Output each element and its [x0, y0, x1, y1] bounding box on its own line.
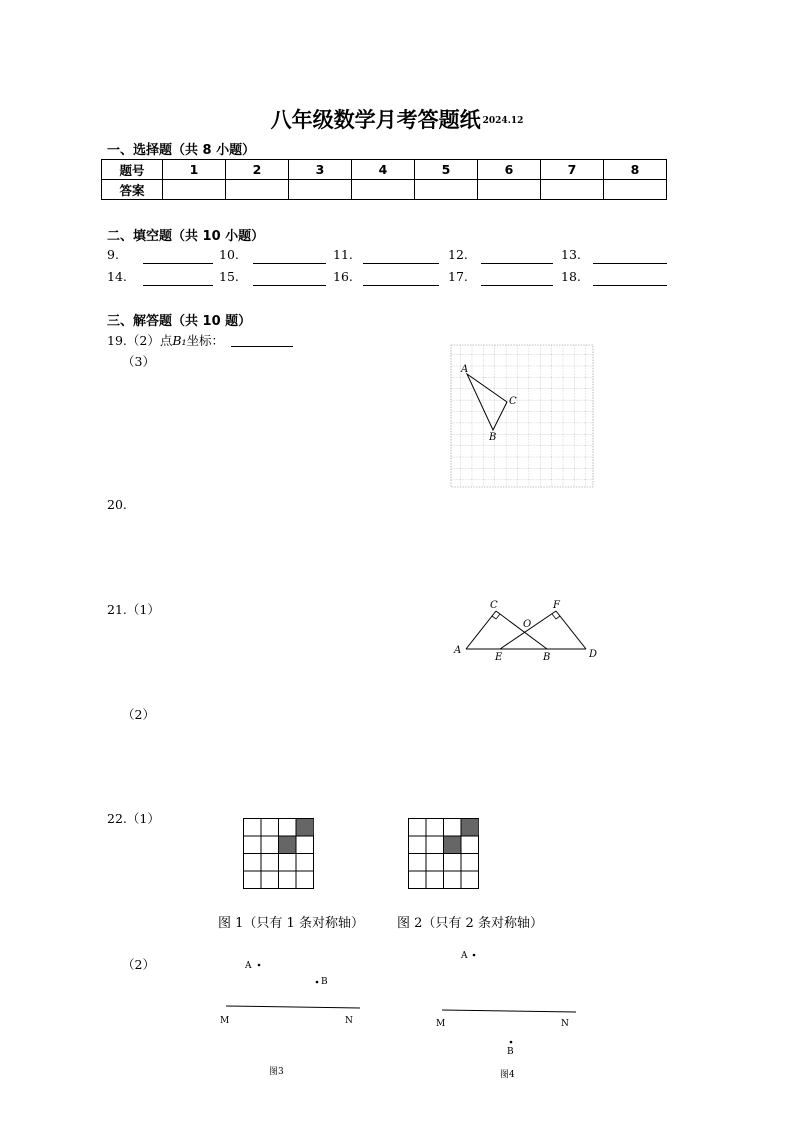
point-c-label: C: [490, 600, 498, 611]
line-ef: [500, 611, 556, 649]
point-a: [258, 964, 261, 967]
point-a: [473, 954, 476, 957]
fill-label-14: 14.: [107, 269, 127, 284]
fig4-caption: 图4: [500, 1070, 515, 1080]
fill-blank-18[interactable]: [593, 285, 667, 286]
fig1-caption: 图 1（只有 1 条对称轴）: [218, 916, 364, 931]
point-c-label: C: [509, 396, 517, 407]
question-number: 8: [604, 160, 667, 180]
point-b-label: B: [321, 977, 328, 987]
fig3-caption: 图3: [269, 1067, 284, 1077]
q21-part1: 21.（1）: [107, 602, 160, 617]
row-header-number: 题号: [102, 160, 163, 180]
q19-coord-label: 坐标：: [186, 333, 225, 348]
section3-heading: 三、解答题（共 10 题）: [107, 314, 252, 329]
point-b: [510, 1041, 513, 1044]
line-cb: [496, 611, 547, 649]
fill-blank-12[interactable]: [481, 263, 553, 264]
q19-part3: （3）: [122, 354, 155, 369]
fill-blank-9[interactable]: [143, 263, 213, 264]
exam-date: 2024.12: [482, 116, 524, 126]
point-a-label: A: [454, 645, 462, 656]
q21-triangles-figure: [450, 596, 610, 666]
answer-cell[interactable]: [289, 180, 352, 200]
q19-coordinate-blank[interactable]: [231, 346, 293, 347]
fill-label-10: 10.: [219, 247, 239, 262]
point-d-label: D: [589, 649, 598, 660]
fig2-caption: 图 2（只有 2 条对称轴）: [397, 916, 543, 931]
fill-label-15: 15.: [219, 269, 239, 284]
fig3-figure: [210, 950, 370, 1080]
section1-heading: 一、选择题（共 8 小题）: [107, 143, 256, 158]
question-number: 6: [478, 160, 541, 180]
fill-blank-10[interactable]: [253, 263, 326, 264]
title-text: 八年级数学月考答题纸: [270, 107, 481, 132]
point-a-label: A: [245, 961, 252, 971]
q20-label: 20.: [107, 497, 127, 512]
fill-label-13: 13.: [561, 247, 581, 262]
answer-cell[interactable]: [163, 180, 226, 200]
point-b-label: B: [507, 1047, 514, 1057]
point-m-label: M: [436, 1019, 446, 1029]
point-e-label: E: [495, 652, 503, 663]
point-n-label: N: [561, 1019, 569, 1029]
fill-blank-17[interactable]: [481, 285, 553, 286]
fill-blank-16[interactable]: [363, 285, 439, 286]
q21-part2: （2）: [122, 707, 155, 722]
answer-cell[interactable]: [352, 180, 415, 200]
question-number: 1: [163, 160, 226, 180]
shaded-square: [444, 837, 462, 855]
line-mn: [226, 1006, 360, 1008]
question-number: 5: [415, 160, 478, 180]
point-b-label: B: [543, 652, 551, 663]
line-ac: [466, 611, 496, 649]
fill-blank-15[interactable]: [253, 285, 326, 286]
fill-blank-13[interactable]: [593, 263, 667, 264]
q19-point-b1: B₁: [172, 333, 187, 348]
fill-label-16: 16.: [333, 269, 353, 284]
line-fd: [556, 611, 586, 649]
question-number: 2: [226, 160, 289, 180]
point-f-label: F: [553, 600, 560, 611]
point-n-label: N: [345, 1016, 353, 1026]
q19-part2-label: 19.（2）点: [107, 333, 173, 348]
page-title: [0, 104, 794, 134]
fill-blank-11[interactable]: [363, 263, 439, 264]
fig4-figure: [430, 940, 590, 1080]
q22-part2: （2）: [122, 957, 155, 972]
row-header-answer: 答案: [102, 180, 163, 200]
point-a-label: A: [461, 951, 468, 961]
answer-cell[interactable]: [604, 180, 667, 200]
choice-answer-table: [101, 159, 667, 200]
question-number: 4: [352, 160, 415, 180]
shaded-square: [279, 837, 297, 855]
shaded-square: [296, 819, 314, 837]
point-o-label: O: [523, 619, 532, 630]
table-row: [102, 160, 667, 180]
line-mn: [442, 1010, 576, 1012]
answer-cell[interactable]: [415, 180, 478, 200]
fill-label-9: 9.: [107, 247, 119, 262]
point-a-label: A: [461, 364, 469, 375]
grid-paper: [451, 345, 593, 487]
point-m-label: M: [220, 1016, 230, 1026]
q22-part1: 22.（1）: [107, 811, 160, 826]
point-b: [316, 981, 319, 984]
point-b-label: B: [489, 432, 497, 443]
table-row: [102, 180, 667, 200]
fill-label-17: 17.: [448, 269, 468, 284]
fill-blank-14[interactable]: [143, 285, 213, 286]
q19-part2: [107, 331, 224, 349]
fill-label-18: 18.: [561, 269, 581, 284]
shaded-square: [461, 819, 479, 837]
answer-cell[interactable]: [478, 180, 541, 200]
question-number: 3: [289, 160, 352, 180]
fig2-grid: [408, 818, 481, 891]
fig1-grid: [243, 818, 316, 891]
section2-heading: 二、填空题（共 10 小题）: [107, 229, 265, 244]
fill-label-12: 12.: [448, 247, 468, 262]
question-number: 7: [541, 160, 604, 180]
answer-cell[interactable]: [541, 180, 604, 200]
fill-label-11: 11.: [333, 247, 353, 262]
answer-cell[interactable]: [226, 180, 289, 200]
q19-grid-figure: [449, 343, 595, 489]
